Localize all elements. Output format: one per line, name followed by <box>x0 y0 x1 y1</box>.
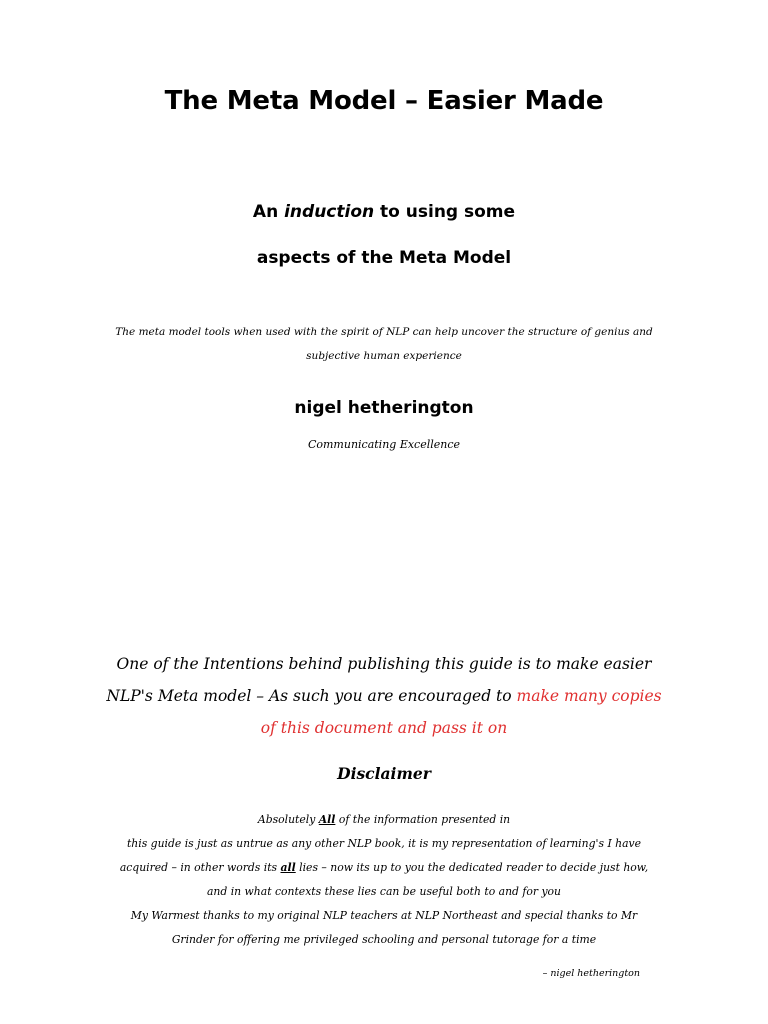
thanks-line-2: Grinder for offering me privileged schooling and personal tutorage for a time <box>171 933 597 946</box>
subtitle-line-1 <box>0 202 768 222</box>
intention-text: NLP's Meta model – As such you are encouraged to <box>106 687 512 705</box>
disclaimer-line-3 <box>0 856 768 880</box>
disclaimer-line-3-suffix: lies – now its up to you the dedicated reader to decide just how, <box>299 861 649 874</box>
intention-line-1: One of the Intentions behind publishing this guide is to make easier <box>116 655 652 673</box>
disclaimer-line-4: and in what contexts these lies can be useful both to and for you <box>206 885 562 898</box>
disclaimer-prefix: Absolutely <box>257 813 316 826</box>
disclaimer-emphasis-all-lower: all <box>280 861 296 874</box>
author-name: nigel hetherington <box>294 398 474 418</box>
subtitle-line-2: aspects of the Meta Model <box>256 248 512 268</box>
tagline-line-2: subjective human experience <box>306 350 462 362</box>
intention-line-3: of this document and pass it on <box>260 719 508 737</box>
disclaimer-line-1 <box>0 808 768 832</box>
company-name: Communicating Excellence <box>307 438 461 451</box>
intention-line-2 <box>0 680 768 712</box>
subtitle-emphasis: induction <box>284 202 375 222</box>
thanks-line-1: My Warmest thanks to my original NLP teachers at NLP Northeast and special thanks to Mr <box>130 909 638 922</box>
tagline-line-1: The meta model tools when used with the spirit of NLP can help uncover the structure of genius and <box>115 326 653 338</box>
signature: – nigel hetherington <box>542 968 640 979</box>
disclaimer-line-3-prefix: acquired – in other words its <box>119 861 278 874</box>
disclaimer-line-2: this guide is just as untrue as any other NLP book, it is my representation of learning's I have <box>126 837 642 850</box>
subtitle-prefix: An <box>252 202 279 222</box>
disclaimer-suffix: of the information presented in <box>338 813 511 826</box>
subtitle-suffix: to using some <box>380 202 516 222</box>
document-title: The Meta Model – Easier Made <box>164 86 604 116</box>
disclaimer-heading: Disclaimer <box>337 764 431 783</box>
copy-encouragement-text: make many copies <box>516 687 662 705</box>
disclaimer-emphasis-all: All <box>318 813 336 826</box>
